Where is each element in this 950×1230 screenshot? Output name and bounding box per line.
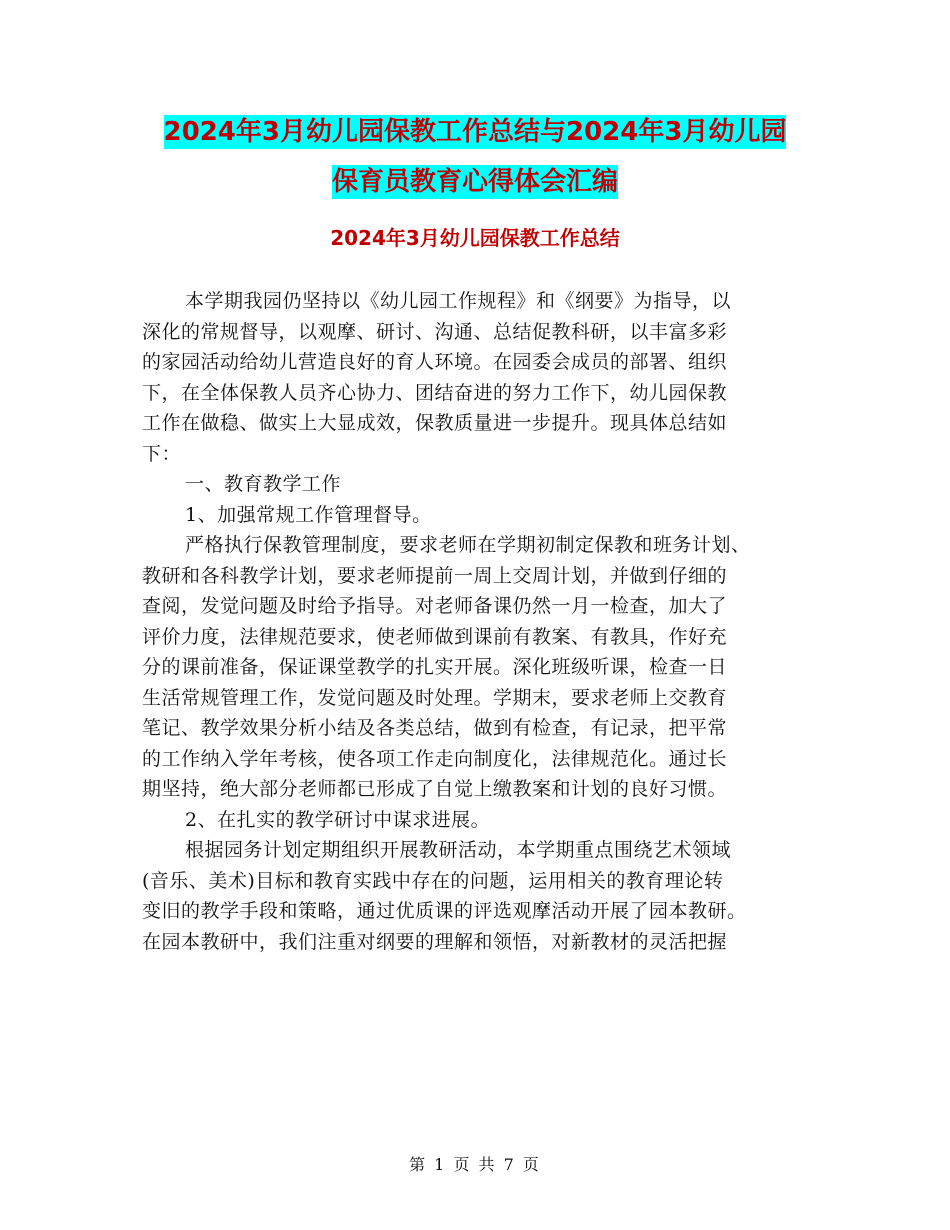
body-line: 查阅，发觉问题及时给予指导。对老师备课仍然一月一检查，加大了 — [142, 595, 728, 617]
body-line: 的工作纳入学年考核，使各项工作走向制度化，法律规范化。通过长 — [142, 747, 728, 770]
page-footer: 第 1 页 共 7 页 — [409, 1155, 541, 1174]
title-line-1: 2024年3月幼儿园保教工作总结与2024年3月幼儿园 — [163, 117, 787, 147]
body-line: 的家园活动给幼儿营造良好的育人环境。在园委会成员的部署、组织 — [142, 351, 728, 373]
body-line: 下，在全体保教人员齐心协力、团结奋进的努力工作下，幼儿园保教 — [142, 381, 728, 404]
body-line: 本学期我园仍坚持以《幼儿园工作规程》和《纲要》为指导，以 — [185, 290, 732, 312]
body-line: 变旧的教学手段和策略，通过优质课的评选观摩活动开展了园本教研。 — [142, 900, 747, 922]
body-line: 工作在做稳、做实上大显成效，保教质量进一步提升。现具体总结如 — [142, 412, 728, 434]
body-line: 笔记、教学效果分析小结及各类总结，做到有检查，有记录，把平常 — [142, 717, 728, 739]
body-line: 生活常规管理工作，发觉问题及时处理。学期末，要求老师上交教育 — [142, 686, 728, 709]
body-line: 根据园务计划定期组织开展教研活动，本学期重点围绕艺术领域 — [185, 839, 732, 861]
body-line: 评价力度，法律规范要求，使老师做到课前有教案、有教具，作好充 — [142, 625, 728, 648]
body-line: 期坚持，绝大部分老师都已形成了自觉上缴教案和计划的良好习惯。 — [142, 778, 728, 800]
body-line: 下： — [142, 442, 182, 465]
body-line: 教研和各科教学计划，要求老师提前一周上交周计划，并做到仔细的 — [142, 564, 728, 587]
body-line: 1、加强常规工作管理督导。 — [185, 503, 432, 526]
body-line: 深化的常规督导，以观摩、研讨、沟通、总结促教科研，以丰富多彩 — [142, 320, 728, 343]
section-title: 2024年3月幼儿园保教工作总结 — [330, 226, 620, 250]
body-line: (音乐、美术)目标和教育实践中存在的问题，运用相关的教育理论转 — [142, 869, 724, 892]
body-line: 在园本教研中，我们注重对纲要的理解和领悟，对新教材的灵活把握 — [142, 930, 728, 953]
body-line: 一、教育教学工作 — [185, 473, 342, 495]
document-title — [0, 107, 950, 207]
body-line: 严格执行保教管理制度，要求老师在学期初制定保教和班务计划、 — [185, 534, 751, 556]
title-line-2: 保育员教育心得体会汇编 — [331, 167, 618, 197]
body-line: 2、在扎实的教学研讨中谋求进展。 — [185, 808, 491, 831]
body-line: 分的课前准备，保证课堂教学的扎实开展。深化班级听课，检查一日 — [142, 656, 728, 678]
body-text — [142, 286, 812, 957]
